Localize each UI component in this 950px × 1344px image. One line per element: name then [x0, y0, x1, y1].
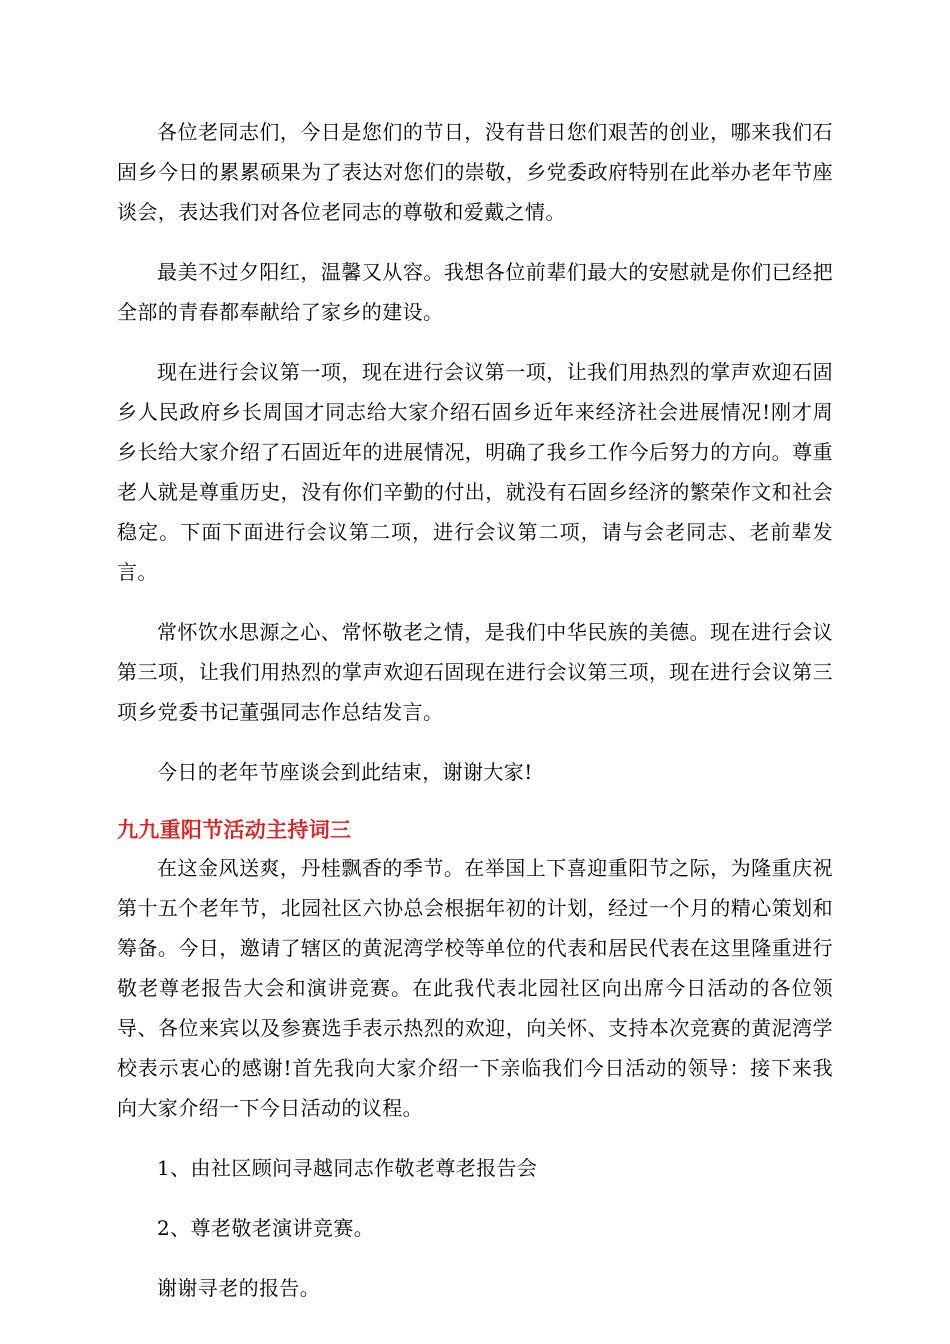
paragraph: 最美不过夕阳红，温馨又从容。我想各位前辈们最大的安慰就是你们已经把全部的青春都奉献给了家乡的建设。	[117, 260, 833, 324]
paragraph: 谢谢寻老的报告。	[157, 1276, 321, 1300]
agenda-item: 1、由社区顾问寻越同志作敬老尊老报告会	[157, 1156, 538, 1180]
paragraph: 常怀饮水思源之心、常怀敬老之情，是我们中华民族的美德。现在进行会议第三项，让我们用热烈的掌声欢迎石固现在进行会议第三项，现在进行会议第三项乡党委书记董强同志作总结发言。	[117, 620, 833, 724]
paragraph: 在这金风送爽，丹桂飘香的季节。在举国上下喜迎重阳节之际，为隆重庆祝第十五个老年节，北园社区六协总会根据年初的计划，经过一个月的精心策划和筹备。今日，邀请了辖区的黄泥湾学校等单位的代表和居民代表在这里隆重进行敬老尊老报告大会和演讲竞赛。在此我代表北园社区向出席今日活动的各位领导、各位来宾以及参赛选手表示热烈的欢迎，向关怀、支持本次竞赛的黄泥湾学校表示衷心的感谢!首先我向大家介绍一下亲临我们今日活动的领导：接下来我向大家介绍一下今日活动的议程。	[117, 856, 833, 1120]
section-heading: 九九重阳节活动主持词三	[117, 818, 352, 842]
document-body	[117, 112, 833, 1328]
paragraph: 今日的老年节座谈会到此结束，谢谢大家!	[157, 760, 533, 784]
agenda-item: 2、尊老敬老演讲竞赛。	[157, 1216, 375, 1240]
paragraph: 现在进行会议第一项，现在进行会议第一项，让我们用热烈的掌声欢迎石固乡人民政府乡长周国才同志给大家介绍石固乡近年来经济社会进展情况!刚才周乡长给大家介绍了石固近年的进展情况，明确了我乡工作今后努力的方向。尊重老人就是尊重历史，没有你们辛勤的付出，就没有石固乡经济的繁荣作文和社会稳定。下面下面进行会议第二项，进行会议第二项，请与会老同志、老前辈发言。	[117, 360, 833, 584]
paragraph: 各位老同志们，今日是您们的节日，没有昔日您们艰苦的创业，哪来我们石固乡今日的累累硕果为了表达对您们的崇敬，乡党委政府特别在此举办老年节座谈会，表达我们对各位老同志的尊敬和爱戴之情。	[117, 120, 833, 224]
